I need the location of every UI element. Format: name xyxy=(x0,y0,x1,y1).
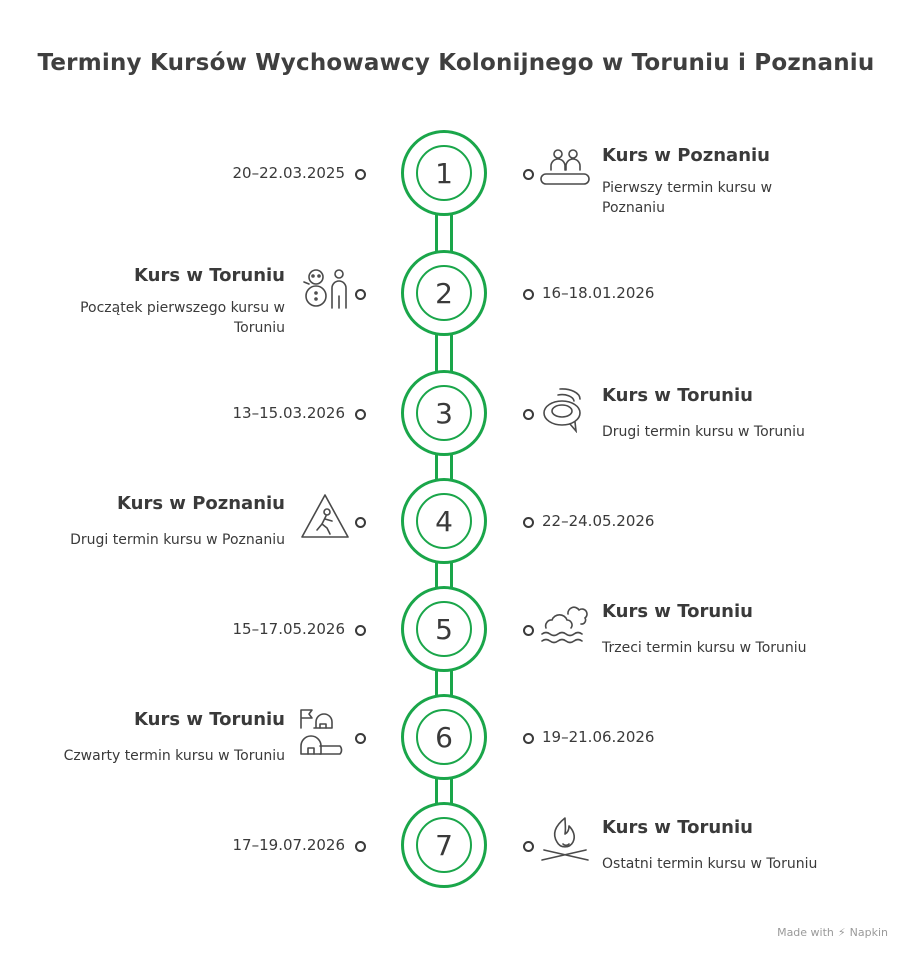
step-number: 1 xyxy=(416,145,472,201)
step-node-2 xyxy=(401,250,487,336)
connector-dot xyxy=(355,517,366,528)
connector-dot xyxy=(355,289,366,300)
step-date: 22–24.05.2026 xyxy=(542,512,655,530)
connector-dot xyxy=(523,625,534,636)
connector-dot xyxy=(523,169,534,180)
footer-credit xyxy=(777,926,888,939)
timeline-connector xyxy=(435,333,453,375)
step-number: 7 xyxy=(416,817,472,873)
step-description: Ostatni termin kursu w Toruniu xyxy=(602,856,818,872)
step-description: Trzeci termin kursu w Toruniu xyxy=(602,640,807,656)
snowman-and-child-icon xyxy=(302,266,350,310)
step-date: 15–17.05.2026 xyxy=(232,620,345,638)
connector-dot xyxy=(355,625,366,636)
connector-dot xyxy=(355,733,366,744)
step-description: Czwarty termin kursu w Toruniu xyxy=(63,748,285,764)
campfire-icon xyxy=(540,814,590,864)
step-heading: Kurs w Poznaniu xyxy=(117,493,285,514)
warning-triangle-icon xyxy=(300,492,350,540)
connector-dot xyxy=(355,409,366,420)
step-node-7 xyxy=(401,802,487,888)
connector-dot xyxy=(523,517,534,528)
step-heading: Kurs w Toruniu xyxy=(134,709,285,730)
step-number: 5 xyxy=(416,601,472,657)
step-description: Początek pierwszego kursu w Toruniu xyxy=(80,300,285,336)
made-with-label: Made with xyxy=(777,926,834,939)
step-date: 17–19.07.2026 xyxy=(232,836,345,854)
connector-dot xyxy=(523,289,534,300)
step-number: 6 xyxy=(416,709,472,765)
step-number: 4 xyxy=(416,493,472,549)
step-date: 13–15.03.2026 xyxy=(232,404,345,422)
step-number: 3 xyxy=(416,385,472,441)
connector-dot xyxy=(523,733,534,744)
timeline-connector xyxy=(435,213,453,255)
step-number: 2 xyxy=(416,265,472,321)
step-heading: Kurs w Toruniu xyxy=(602,601,753,622)
step-node-3 xyxy=(401,370,487,456)
step-node-6 xyxy=(401,694,487,780)
connector-dot xyxy=(355,841,366,852)
napkin-logo-icon: ⚡ xyxy=(837,926,846,939)
speech-bubble-icon xyxy=(540,385,584,433)
step-date: 16–18.01.2026 xyxy=(542,284,655,302)
camp-tents-icon xyxy=(298,708,348,756)
step-heading: Kurs w Poznaniu xyxy=(602,145,770,166)
step-date: 19–21.06.2026 xyxy=(542,728,655,746)
page-title: Terminy Kursów Wychowawcy Kolonijnego w Toruniu i Poznaniu xyxy=(37,50,875,76)
connector-dot xyxy=(523,841,534,852)
connector-dot xyxy=(355,169,366,180)
step-node-4 xyxy=(401,478,487,564)
step-description: Pierwszy termin kursu w Poznaniu xyxy=(602,180,773,216)
step-date: 20–22.03.2025 xyxy=(232,164,345,182)
step-description: Drugi termin kursu w Poznaniu xyxy=(70,532,285,548)
napkin-brand: Napkin xyxy=(849,926,888,939)
step-description: Drugi termin kursu w Toruniu xyxy=(602,424,805,440)
connector-dot xyxy=(523,409,534,420)
step-heading: Kurs w Toruniu xyxy=(134,265,285,286)
step-node-1 xyxy=(401,130,487,216)
step-heading: Kurs w Toruniu xyxy=(602,817,753,838)
group-on-bench-icon xyxy=(540,148,590,188)
clouds-water-icon xyxy=(540,600,588,648)
step-node-5 xyxy=(401,586,487,672)
step-heading: Kurs w Toruniu xyxy=(602,385,753,406)
